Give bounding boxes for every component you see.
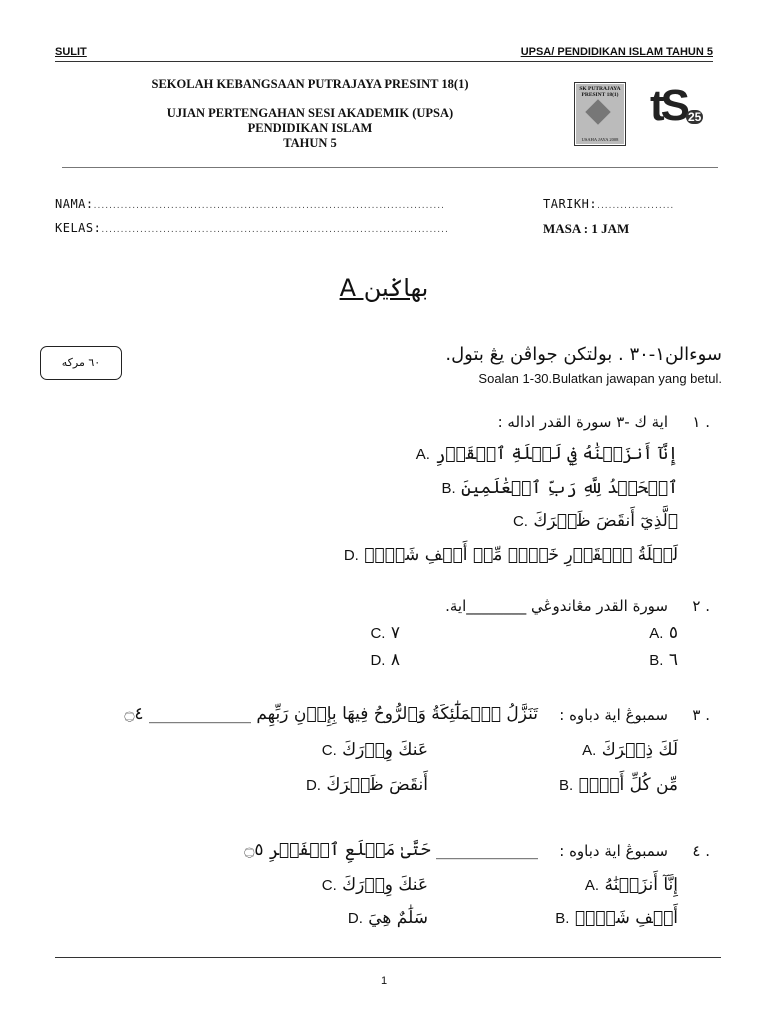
school-name: SEKOLAH KEBANGSAAN PUTRAJAYA PRESINT 18(1) <box>151 77 469 91</box>
question-1-option-c[interactable] <box>513 511 678 531</box>
option-text: لَيۡلَةُ ٱلۡقَدۡرِ خَيۡرٞ مِّنۡ أَلۡفِ شَهۡرٖ <box>364 545 678 565</box>
option-text: ٧ <box>390 623 400 643</box>
section-title <box>0 274 768 302</box>
header-divider <box>55 61 713 62</box>
school-logo-text: SK PUTRAJAYA PRESINT 18(1) <box>579 86 621 98</box>
option-label: B. <box>555 910 570 927</box>
tarikh-field[interactable]: TARIKH:.................... <box>543 197 675 211</box>
subject-title: PENDIDIKAN ISLAM <box>247 121 373 135</box>
page-number: 1 <box>380 975 388 987</box>
school-logo-motto: USAHA JAYA 2008 <box>581 137 619 142</box>
question-3-number: ٣ . <box>692 706 710 724</box>
option-text: ٱلۡحَمۡدُ لِلَّهِ رَبِّ ٱلۡعَٰلَمِينَ <box>461 478 678 498</box>
option-label: B. <box>559 777 574 794</box>
question-2-option-d[interactable] <box>370 650 400 670</box>
question-2-option-c[interactable] <box>370 623 400 643</box>
option-label: A. <box>584 877 600 894</box>
option-label: A. <box>582 742 597 759</box>
question-1-option-d[interactable] <box>344 545 678 565</box>
question-3-verse: تَنَزَّلُ ٱلۡمَلَٰٓئِكَةُ وَٱلرُّوحُ فِيهَا بِإِذۡنِ رَبِّهِم ____________ ۝٤ <box>124 704 538 724</box>
exam-title: UJIAN PERTENGAHAN SESI AKADEMIK (UPSA) <box>166 106 454 120</box>
option-label: C. <box>512 513 528 530</box>
tarikh-label: TARIKH: <box>543 197 598 211</box>
option-text: عَنكَ وِزۡرَكَ <box>342 875 428 895</box>
question-4-text: سمبوڠ اية دباوه : <box>559 842 668 860</box>
option-text: ٦ <box>668 650 678 670</box>
question-2-option-a[interactable] <box>649 623 678 643</box>
option-label: D. <box>305 777 321 794</box>
option-label: D. <box>343 547 359 564</box>
option-text: مِّن كُلِّ أَمۡرٖ <box>578 775 678 795</box>
question-3-option-d[interactable] <box>306 775 428 795</box>
option-text: ٱلَّذِيٓ أَنقَضَ ظَهۡرَكَ <box>533 511 678 531</box>
option-text: أَلۡفِ شَهۡرٖ <box>574 908 678 928</box>
option-label: A. <box>649 625 664 642</box>
option-label: D. <box>347 910 363 927</box>
kelas-label: KELAS: <box>55 221 102 235</box>
nama-field[interactable]: NAMA:........................................................................................... <box>55 197 445 211</box>
school-logo <box>574 82 626 146</box>
question-2-option-b[interactable] <box>649 650 678 670</box>
masa-label: MASA : 1 JAM <box>543 221 630 236</box>
question-2-number: ٢ . <box>692 597 710 615</box>
anniversary-logo-number: 25 <box>688 110 702 124</box>
question-4-option-a[interactable] <box>585 875 678 895</box>
footer-divider <box>55 957 721 958</box>
question-4-number: ٤ . <box>692 842 710 860</box>
option-label: C. <box>321 742 337 759</box>
question-1-option-b[interactable] <box>442 477 678 498</box>
question-1-number: ١ . <box>692 413 710 431</box>
anniversary-logo <box>648 82 716 146</box>
question-4-option-c[interactable] <box>322 875 428 895</box>
nama-label: NAMA: <box>55 197 94 211</box>
title-divider <box>62 167 718 168</box>
question-1-option-a[interactable] <box>416 443 678 464</box>
question-3-option-b[interactable] <box>559 775 678 795</box>
option-text: سَلَٰمٌ هِيَ <box>368 908 428 928</box>
question-3-option-a[interactable] <box>582 740 678 760</box>
option-text: أَنقَضَ ظَهۡرَكَ <box>326 775 428 795</box>
option-text: ٥ <box>668 623 678 643</box>
header-left: SULIT <box>55 46 87 58</box>
year-title: TAHUN 5 <box>283 136 337 150</box>
marks-box: ٦٠ مركه <box>40 346 122 380</box>
question-4-option-b[interactable] <box>555 908 678 928</box>
instruction-jawi: سوءالن١-٣٠ . بولتكن جواڤن يڠ بتول. <box>445 344 722 365</box>
question-4-verse: ____________ حَتَّىٰ مَطۡلَعِ ٱلۡفَجۡرِ ۝٥ <box>244 840 538 860</box>
option-text: إِنَّآ أَنزَلۡنَٰهُ <box>604 875 678 895</box>
instruction-english: Soalan 1-30.Bulatkan jawapan yang betul. <box>478 371 722 386</box>
option-label: C. <box>370 625 386 642</box>
option-text: لَكَ ذِكۡرَكَ <box>601 740 678 760</box>
option-label: C. <box>321 877 337 894</box>
question-3-option-c[interactable] <box>322 740 428 760</box>
question-1-text: اية ك -٣ سورة القدر اداله : <box>497 413 668 431</box>
option-text: إِنَّآ أَنزَلۡنَٰهُ فِي لَيۡلَةِ ٱلۡقَدۡرِ <box>435 444 678 464</box>
question-4-option-d[interactable] <box>348 908 428 928</box>
question-3-text: سمبوڠ اية دباوه : <box>559 706 668 724</box>
kelas-field[interactable]: KELAS:.......................................................................................... <box>55 221 449 235</box>
option-label: D. <box>370 652 386 669</box>
section-title-letter: A <box>339 274 357 302</box>
option-label: B. <box>649 652 664 669</box>
option-text: عَنكَ وِزۡرَكَ <box>342 740 428 760</box>
question-2-text: سورة القدر مڠاندوڠي ________اية. <box>445 597 668 615</box>
option-label: B. <box>441 480 456 497</box>
header-right: UPSA/ PENDIDIKAN ISLAM TAHUN 5 <box>520 46 713 58</box>
option-text: ٨ <box>390 650 400 670</box>
anniversary-logo-mark: tS <box>650 81 686 130</box>
section-title-jawi: بهاݢين <box>356 274 429 302</box>
option-label: A. <box>415 446 430 463</box>
